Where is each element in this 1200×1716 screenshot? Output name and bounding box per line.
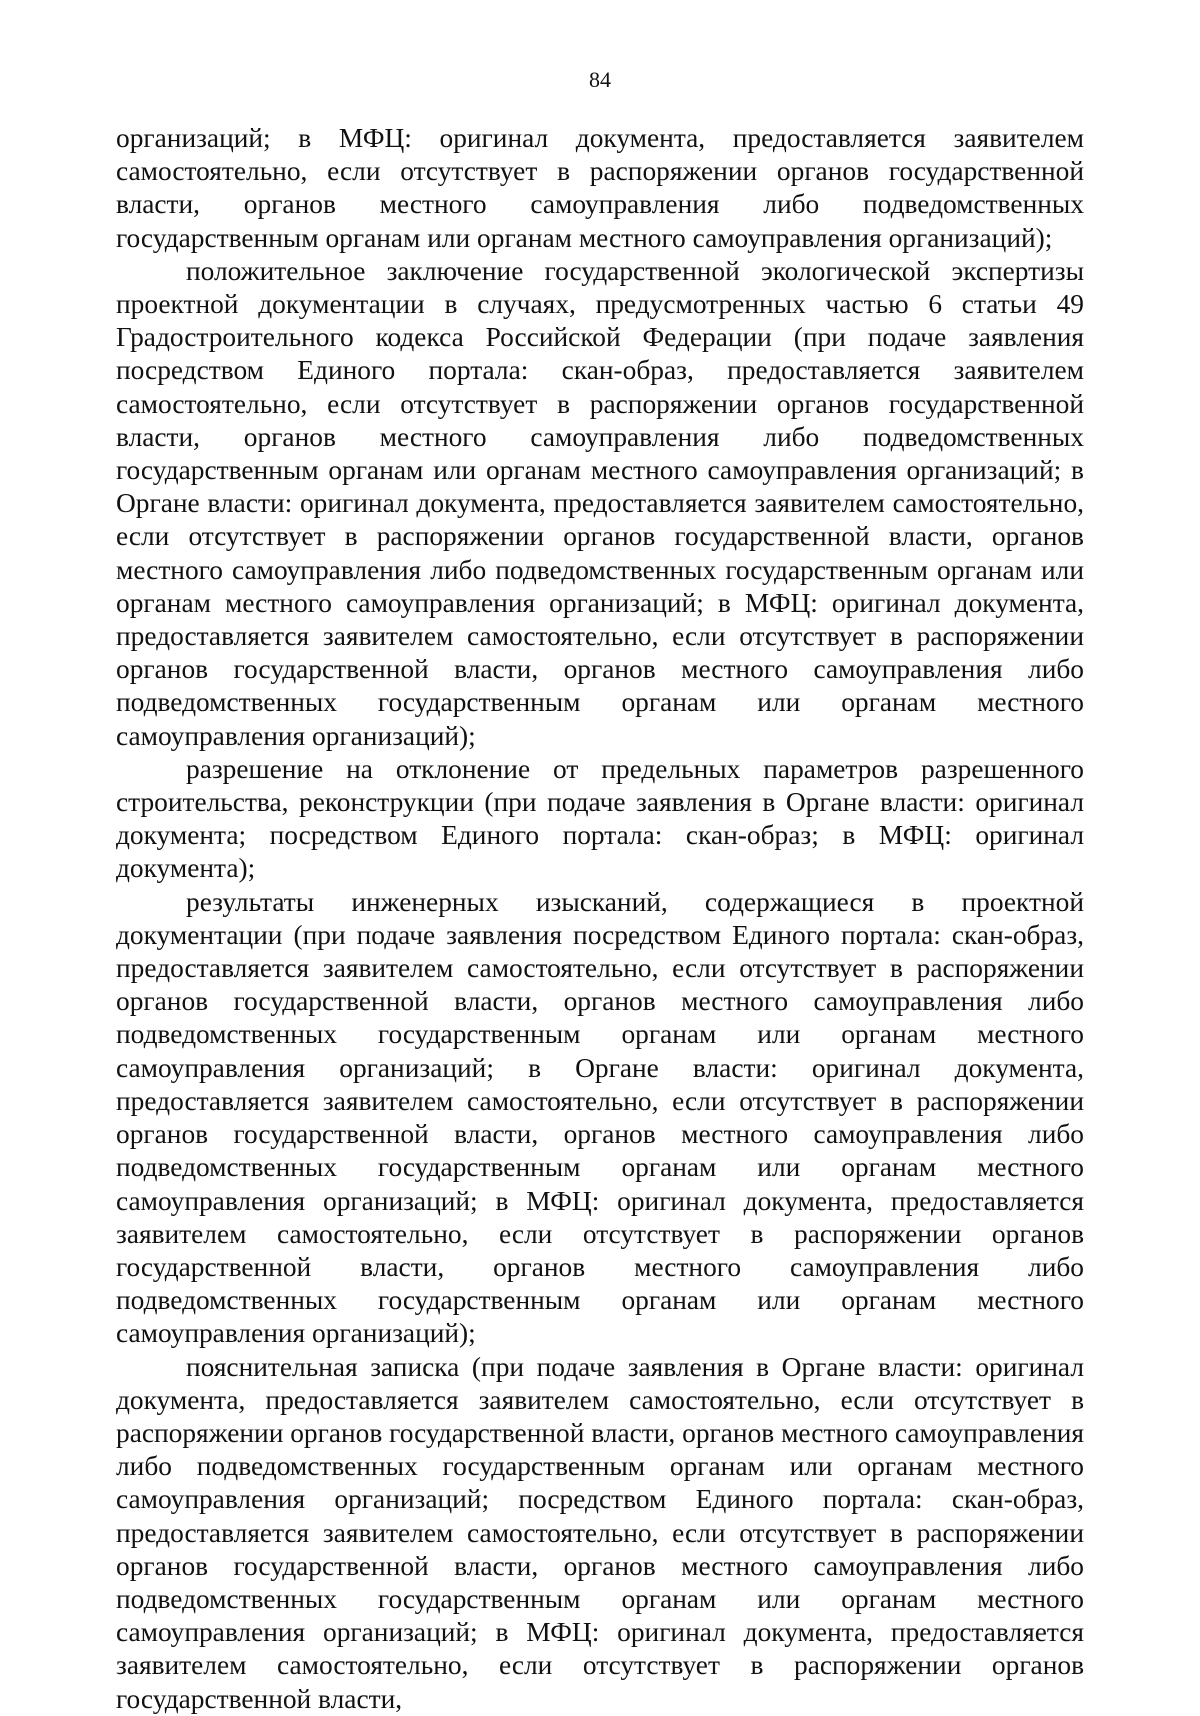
- paragraph-explanatory-note: пояснительная записка (при подаче заявления в Органе власти: оригинал документа, предоставляется заявителем самостоятельно, если отсутствует в распоряжении органов государственной власти, органов местного самоуправления либо подведомственных государственным органам или органам местного самоуправления организаций; посредством Единого портала: скан-образ, предоставляется заявителем самостоятельно, если отсутствует в распоряжении органов государственной власти, органов местного самоуправления либо подведомственных государственным органам или органам местного самоуправления организаций; в МФЦ: оригинал документа, предоставляется заявителем самостоятельно, если отсутствует в распоряжении органов государственной власти,: [116, 1351, 1084, 1714]
- page-number: 84: [589, 67, 611, 92]
- document-body: [116, 122, 1084, 1716]
- paragraph-ecological-expertise: положительное заключение государственной экологической экспертизы проектной документации в случаях, предусмотренных частью 6 статьи 49 Градостроительного кодекса Российской Федерации (при подаче заявления посредством Единого портала: скан-образ, предоставляется заявителем самостоятельно, если отсутствует в распоряжении органов государственной власти, органов местного самоуправления либо подведомственных государственным органам или органам местного самоуправления организаций; в Органе власти: оригинал документа, предоставляется заявителем самостоятельно, если отсутствует в распоряжении органов государственной власти, органов местного самоуправления либо подведомственных государственным органам или органам местного самоуправления организаций; в МФЦ: оригинал документа, предоставляется заявителем самостоятельно, если отсутствует в распоряжении органов государственной власти, органов местного самоуправления либо подведомственных государственным органам или органам местного самоуправления организаций);: [116, 255, 1084, 751]
- paragraph-engineering-surveys: результаты инженерных изысканий, содержащиеся в проектной документации (при подаче заявления посредством Единого портала: скан-образ, предоставляется заявителем самостоятельно, если отсутствует в распоряжении органов государственной власти, органов местного самоуправления либо подведомственных государственным органам или органам местного самоуправления организаций; в Органе власти: оригинал документа, предоставляется заявителем самостоятельно, если отсутствует в распоряжении органов государственной власти, органов местного самоуправления либо подведомственных государственным органам или органам местного самоуправления организаций; в МФЦ: оригинал документа, предоставляется заявителем самостоятельно, если отсутствует в распоряжении органов государственной власти, органов местного самоуправления либо подведомственных государственным органам или органам местного самоуправления организаций);: [116, 886, 1084, 1349]
- paragraph-continuation: организаций; в МФЦ: оригинал документа, предоставляется заявителем самостоятельно, если отсутствует в распоряжении органов государственной власти, органов местного самоуправления либо подведомственных государственным органам или органам местного самоуправления организаций);: [116, 123, 1084, 253]
- paragraph-deviation-permit: разрешение на отклонение от предельных параметров разрешенного строительства, реконструкции (при подаче заявления в Органе власти: оригинал документа; посредством Единого портала: скан-образ; в МФЦ: оригинал документа);: [116, 753, 1084, 884]
